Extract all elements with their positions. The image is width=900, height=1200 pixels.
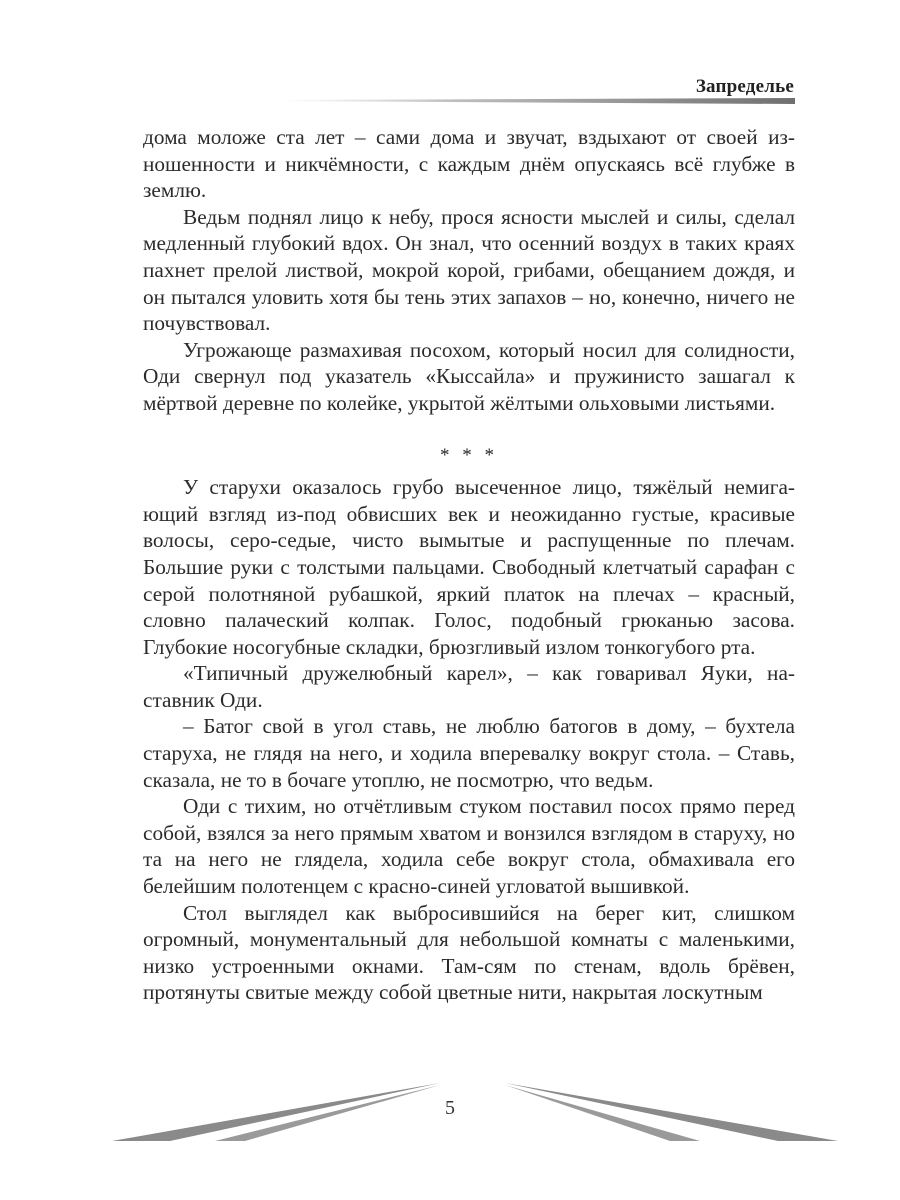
header-rule xyxy=(280,98,795,104)
page-number: 5 xyxy=(445,1097,455,1119)
paragraph: – Батог свой в угол ставь, не люблю батогов в дому, – бухтела старуха, не глядя на него, и ходила вперевалку вокруг стола. – Ставь, сказала, не то в бочаге утоплю, не посмотрю, что ведьм. xyxy=(143,714,795,792)
paragraph: У старухи оказалось грубо высеченное лицо, тяжёлый немигающий взгляд из-под обвисших век и неожиданно густые, красивые волосы, серо-седые, чисто вымытые и распущенные по плечам. Большие руки с толстыми пальцами. Свободный клетчатый сарафан с серой полотняной рубашкой, яркий платок на плечах – красный, словно палаческий колпак. Голос, подобный грюканью засова. Глубокие носогубные складки, брюзгливый излом тонкогубого рта. xyxy=(143,475,795,659)
paragraph: дома моложе ста лет – сами дома и звучат, вздыхают от своей изношенности и никчёмности, с каждым днём опускаясь всё глубже в землю. xyxy=(143,125,795,203)
running-header-title: Запределье xyxy=(695,76,794,97)
page-body-text xyxy=(143,124,795,1006)
paragraph: Ведьм поднял лицо к небу, прося ясности мыслей и силы, сделал медленный глубокий вдох. Он знал, что осенний воздух в таких краях пахнет прелой листвой, мокрой корой, грибами, обещанием дождя, и он пытался уловить хотя бы тень этих запахов – но, конечно, ничего не почувствовал. xyxy=(143,204,795,336)
paragraph: Оди с тихим, но отчётливым стуком поставил посох прямо перед собой, взялся за него прямым хватом и вонзился взглядом в старуху, но та на него не глядела, ходила себе вокруг стола, обмахивала его белейшим полотенцем с красно-синей угловатой вышивкой. xyxy=(143,794,795,899)
paragraph: Угрожающе размахивая посохом, который носил для солидности, Оди свернул под указатель «Кыссайла» и пружинисто зашагал к мёртвой деревне по колейке, укрытой жёлтыми ольховыми листьями. xyxy=(143,337,795,415)
section-separator: * * * xyxy=(440,444,498,466)
paragraph: «Типичный дружелюбный карел», – как говаривал Яуки, наставник Оди. xyxy=(143,661,795,712)
paragraph: Стол выглядел как выбросившийся на берег кит, слишком огромный, монументальный для небольшой комнаты с маленькими, низко устроенными окнами. Там-сям по стенам, вдоль брёвен, протянуты свитые между собой цветные нити, накрытая лоскутным xyxy=(143,900,795,1005)
